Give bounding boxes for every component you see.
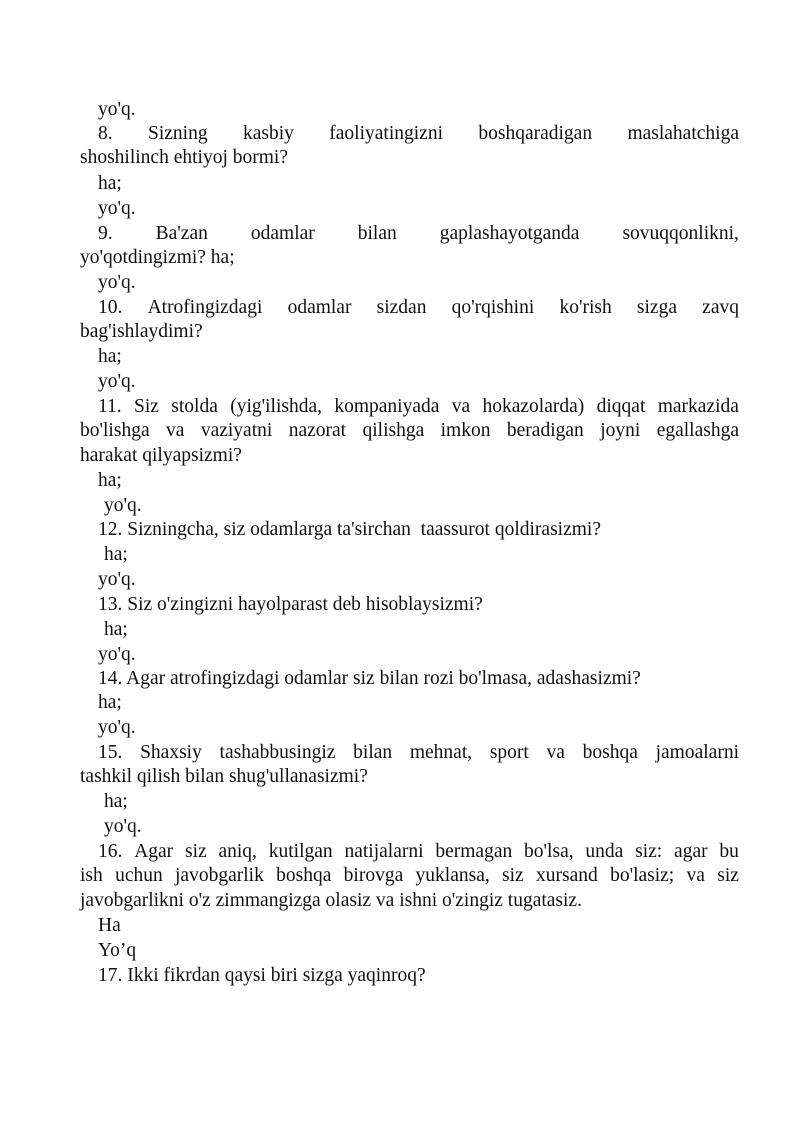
word: 15. [98, 742, 123, 763]
question-10-line-2: bag'ishlaydimi? [80, 321, 203, 342]
question-15-line-1 [98, 741, 739, 765]
question-11-line-3: harakat qilyapsizmi? [80, 445, 242, 466]
word: odamlar [250, 223, 315, 244]
word: tashabbusingiz [219, 742, 336, 763]
answer-yes: ha; [98, 692, 122, 713]
word: siz [184, 841, 207, 862]
word: kasbiy [242, 123, 294, 144]
question-16-line-2 [80, 864, 739, 888]
word: sovuqqonlikni, [622, 223, 739, 244]
question-12: 12. Sizningcha, siz odamlarga ta'sirchan taassurot qoldirasizmi? [98, 519, 601, 540]
word: ish [80, 865, 103, 886]
word: boshqaradigan [478, 123, 593, 144]
question-17: 17. Ikki fikrdan qaysi biri sizga yaqinroq? [98, 965, 426, 986]
word: xursand [536, 865, 598, 886]
word: qo'rqishini [451, 297, 535, 318]
question-15-line-2: tashkil qilish bilan shug'ullanasizmi? [80, 766, 368, 787]
answer-no: yo'q. [98, 717, 136, 738]
word: bilan [353, 742, 393, 763]
question-9-line-1 [98, 222, 739, 246]
word: Shaxsiy [140, 742, 202, 763]
word: boshqa [276, 865, 332, 886]
word: javobgarlik [175, 865, 264, 886]
word: natijalarni [344, 841, 424, 862]
answer-yes: ha; [98, 470, 122, 491]
question-16-line-1 [98, 840, 739, 864]
question-14: 14. Agar atrofingizdagi odamlar siz bilan rozi bo'lmasa, adashasizmi? [98, 668, 641, 689]
word: gaplashayotganda [439, 223, 580, 244]
word: va [686, 865, 705, 886]
word: uchun [115, 865, 163, 886]
word: bu [719, 841, 739, 862]
answer-no: Yo’q [98, 940, 137, 961]
answer-no: yo'q. [104, 816, 142, 837]
answer-no: yo'q. [98, 569, 136, 590]
answer-no: yo'q. [104, 495, 142, 516]
word: Siz [134, 396, 159, 417]
question-11-line-2 [80, 419, 739, 443]
question-13: 13. Siz o'zingizni hayolparast deb hisoblaysizmi? [98, 594, 483, 615]
word: Atrofingizdagi [147, 297, 263, 318]
word: siz [502, 865, 524, 886]
word: bo'lasiz; [610, 865, 675, 886]
word: 11. [98, 396, 122, 417]
word: vaziyatni [200, 420, 273, 441]
word: bo'lsa, [524, 841, 574, 862]
word: yuklansa, [415, 865, 490, 886]
word: agar [674, 841, 708, 862]
word: nazorat [288, 420, 347, 441]
answer-no: yo'q. [98, 644, 136, 665]
answer-yes: ha; [98, 173, 122, 194]
word: bo'lishga [80, 420, 150, 441]
word: Ba'zan [155, 223, 208, 244]
word: jamoalarni [655, 742, 739, 763]
word: qilishga [362, 420, 425, 441]
word: bilan [357, 223, 397, 244]
word: va [451, 396, 471, 417]
word: Sizning [148, 123, 208, 144]
word: diqqat [596, 396, 646, 417]
word: birovga [343, 865, 404, 886]
word: unda [585, 841, 624, 862]
word: aniq, [218, 841, 257, 862]
answer-no: yo'q. [98, 198, 136, 219]
word: joyni [600, 420, 641, 441]
answer-yes: ha; [104, 791, 128, 812]
question-10-line-1 [98, 296, 739, 320]
word: siz [717, 865, 739, 886]
answer-yes: ha; [104, 544, 128, 565]
word: 9. [98, 223, 113, 244]
question-11-line-1 [98, 395, 739, 419]
word: imkon [440, 420, 491, 441]
word: faoliyatingizni [329, 123, 443, 144]
question-16-line-3: javobgarlikni o'z zimmangizga olasiz va ishni o'zingiz tugatasiz. [80, 890, 582, 911]
word: egallashga [656, 420, 739, 441]
word: beradigan [506, 420, 584, 441]
word: maslahatchiga [627, 123, 739, 144]
word: va [166, 420, 185, 441]
word: boshqa [582, 742, 638, 763]
word: 16. [98, 841, 123, 862]
answer-yes: Ha [98, 915, 121, 936]
word: kompaniyada [334, 396, 440, 417]
answer-no: yo'q. [98, 272, 136, 293]
question-8-line-1 [98, 122, 739, 146]
word: mehnat, [409, 742, 473, 763]
answer-no: yo'q. [98, 99, 136, 120]
word: sport [489, 742, 529, 763]
word: odamlar [287, 297, 352, 318]
question-9-line-2: yo'qotdingizmi? ha; [80, 247, 235, 268]
word: hokazolarda) [482, 396, 585, 417]
answer-yes: ha; [98, 346, 122, 367]
word: 10. [98, 297, 123, 318]
word: Agar [134, 841, 174, 862]
word: zavq [702, 297, 739, 318]
question-8-line-2: shoshilinch ehtiyoj bormi? [80, 147, 288, 168]
word: sizdan [376, 297, 427, 318]
word: kutilgan [268, 841, 333, 862]
word: stolda [171, 396, 218, 417]
answer-no: yo'q. [98, 371, 136, 392]
word: sizga [636, 297, 677, 318]
answer-yes: ha; [104, 619, 128, 640]
word: bermagan [435, 841, 513, 862]
word: va [546, 742, 565, 763]
word: 8. [98, 123, 113, 144]
word: (yig'ilishda, [230, 396, 322, 417]
word: markazida [657, 396, 739, 417]
word: ko'rish [559, 297, 612, 318]
word: siz: [635, 841, 663, 862]
